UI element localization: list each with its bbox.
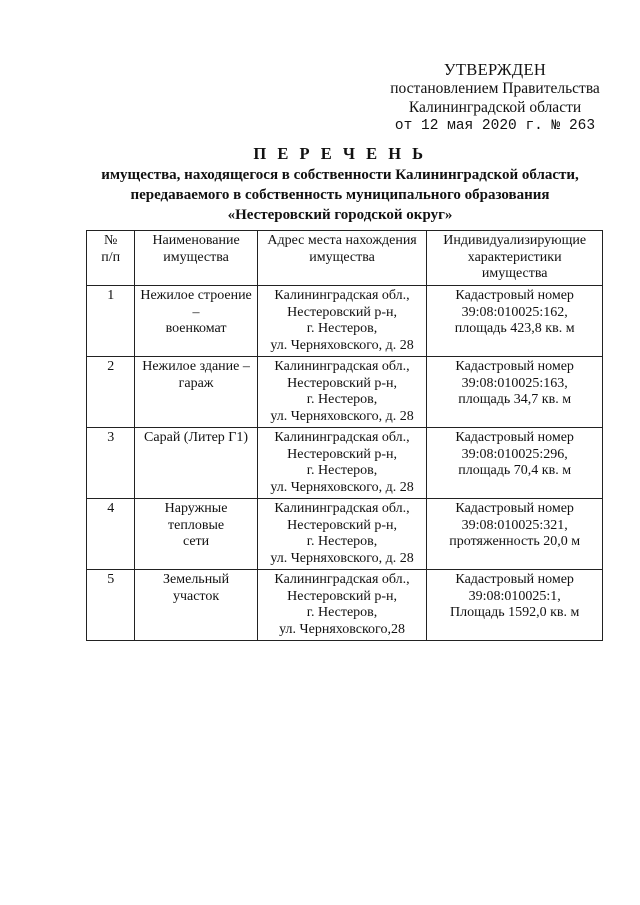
- cell-characteristics: Кадастровый номер 39:08:010025:163, площадь 34,7 кв. м: [427, 357, 603, 428]
- table-row: [87, 286, 603, 357]
- cell-address: Калининградская обл., Нестеровский р-н, г. Нестеров, ул. Черняховского, д. 28: [257, 499, 427, 570]
- document-title: [90, 144, 590, 225]
- cell-number: 5: [87, 570, 135, 641]
- cell-number: 3: [87, 428, 135, 499]
- cell-name: Сарай (Литер Г1): [135, 428, 257, 499]
- header-address: Адрес места нахождения имущества: [257, 231, 427, 286]
- table-row: [87, 499, 603, 570]
- title-line-1: имущества, находящегося в собственности Калининградской области,: [101, 167, 579, 183]
- header-characteristics: Индивидуализирующие характеристики имущества: [427, 231, 603, 286]
- cell-name: Земельный участок: [135, 570, 257, 641]
- approval-line-2: Калининградской области: [408, 99, 582, 116]
- cell-name: Нежилое здание – гараж: [135, 357, 257, 428]
- cell-name: Наружные тепловые сети: [135, 499, 257, 570]
- header-number: № п/п: [87, 231, 135, 286]
- approved-label: УТВЕРЖДЕН: [443, 60, 547, 79]
- cell-characteristics: Кадастровый номер 39:08:010025:162, площадь 423,8 кв. м: [427, 286, 603, 357]
- cell-characteristics: Кадастровый номер 39:08:010025:296, площадь 70,4 кв. м: [427, 428, 603, 499]
- cell-address: Калининградская обл., Нестеровский р-н, г. Нестеров, ул. Черняховского, д. 28: [257, 428, 427, 499]
- approval-line-1: постановлением Правительства: [390, 80, 600, 97]
- table-header-row: [87, 231, 603, 286]
- cell-address: Калининградская обл., Нестеровский р-н, г. Нестеров, ул. Черняховского, д. 28: [257, 286, 427, 357]
- cell-address: Калининградская обл., Нестеровский р-н, г. Нестеров, ул. Черняховского,28: [257, 570, 427, 641]
- title-heading: П Е Р Е Ч Е Н Ь: [253, 144, 427, 163]
- property-table: [86, 230, 603, 641]
- cell-characteristics: Кадастровый номер 39:08:010025:321, протяженность 20,0 м: [427, 499, 603, 570]
- table-row: [87, 357, 603, 428]
- table-row: [87, 428, 603, 499]
- header-name: Наименование имущества: [135, 231, 257, 286]
- cell-characteristics: Кадастровый номер 39:08:010025:1, Площадь 1592,0 кв. м: [427, 570, 603, 641]
- title-line-2: передаваемого в собственность муниципального образования: [130, 187, 550, 203]
- title-line-3: «Нестеровский городской округ»: [227, 207, 453, 223]
- cell-number: 4: [87, 499, 135, 570]
- cell-number: 2: [87, 357, 135, 428]
- cell-name: Нежилое строение – военкомат: [135, 286, 257, 357]
- cell-number: 1: [87, 286, 135, 357]
- cell-address: Калининградская обл., Нестеровский р-н, г. Нестеров, ул. Черняховского, д. 28: [257, 357, 427, 428]
- approval-date-line: от 12 мая 2020 г. № 263: [394, 118, 596, 134]
- table-row: [87, 570, 603, 641]
- approval-stamp: [380, 60, 610, 136]
